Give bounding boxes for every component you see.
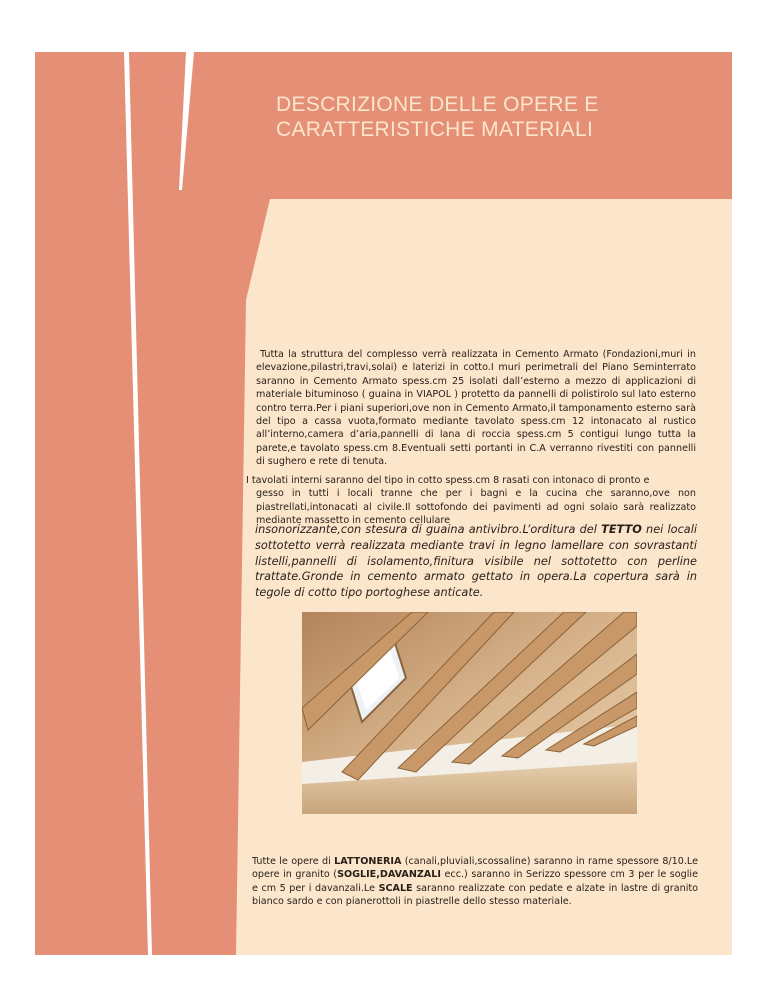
partitions-continuation: gesso in tutti i locali tranne che per i bagni e la cucina che saranno,ove non piastrellati,intonacati al civile.Il sottofondo dei pavimenti ad ogni solaio sarà realizzato mediante massetto in cemento cellulare [256, 488, 696, 527]
finishes-text-3: ecc.) saranno in Serizzo spessore cm 3 per le soglie e cm 5 per i davanzali.Le [252, 869, 699, 894]
partitions-first-line: I tavolati interni saranno del tipo in cotto spess.cm 8 rasati con intonaco di pronto e [246, 475, 650, 486]
structure-text: Tutta la struttura del complesso verrà realizzata in Cemento Armato (Fondazioni,muri in elevazione,pilastri,travi,solai) e laterizi in cotto.I muri perimetrali del Piano Seminterrato saranno in Cemento Armato spess.cm 25 isolati dall’esterno a mezzo di applicazioni di materiale bituminoso ( guaina in VIAPOL ) protetto da pannelli di polistirolo sul lato esterno contro terra.Per i piani superiori,ove non in Cemento Armato,il tamponamento esterno sarà del tipo a cassa vuota,formato mediante tavolato spess.cm 12 intonacato al rustico all’interno,camera d’aria,pannelli di lana di roccia spess.cm 5 contigui lungo tutta la parete,e tavolato spess.cm 8.Eventuali setti portanti in C.A verranno rivestiti con pannelli di sughero e rete di tenuta. [256, 349, 696, 468]
title-line-2: CARATTERISTICHE MATERIALI [276, 118, 594, 141]
structure-paragraph [256, 348, 696, 469]
lattoneria-keyword: LATTONERIA [334, 856, 402, 867]
scale-keyword: SCALE [378, 882, 413, 894]
roof-keyword: TETTO [601, 523, 642, 536]
roof-text-after: nei locali sottotetto verrà realizzata mediante travi in legno lamellare con sovrastanti listelli,pannelli di isolamento,finitura visibile nel sottotetto con perline trattate.Gronde in cemento armato gettato in opera.La copertura sarà in tegole di cotto tipo portoghese anticate. [255, 523, 697, 600]
roof-text-before: insonorizzante,con stesura di guaina antivibro.L’orditura del [255, 523, 602, 536]
partitions-paragraph [246, 474, 696, 528]
finishes-text-2: (canali,pluviali,scossaline) saranno in rame spessore 8/10.Le opere in granito ( [252, 856, 698, 881]
title-line-1: DESCRIZIONE DELLE OPERE E [276, 93, 599, 116]
finishes-text-4: saranno realizzate con pedate e alzate in lastre di granito bianco sardo e con pianerottoli in piastrelle dello stesso materiale. [252, 882, 698, 908]
page-title [276, 92, 716, 142]
soglie-davanzali-keyword: SOGLIE,DAVANZALI [337, 869, 441, 881]
finishes-text-1: Tutte le opere di [252, 856, 335, 867]
roof-paragraph [255, 522, 697, 601]
attic-photo [302, 612, 637, 814]
finishes-paragraph [252, 855, 698, 909]
